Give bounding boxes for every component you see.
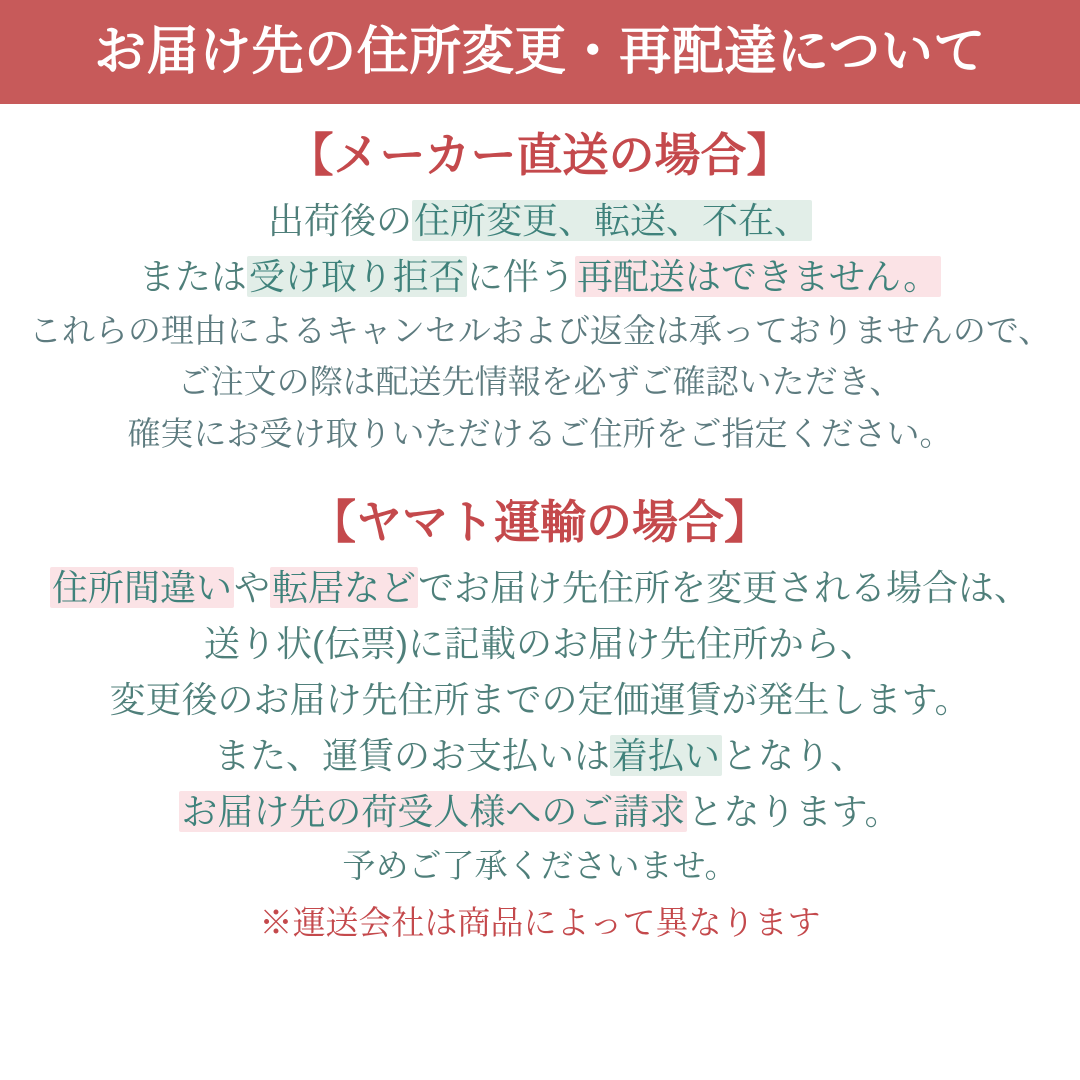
line-text: また、運賃のお支払いは	[213, 735, 610, 777]
line-text: でお届け先住所を変更される場合は、	[418, 567, 1031, 609]
line-highlight: 受け取り拒否	[248, 255, 465, 297]
notice-line: 確実にお受け取りいただけるご住所をご指定ください。	[127, 414, 953, 452]
notice-line	[139, 250, 941, 304]
notice-line	[179, 785, 900, 839]
header-banner	[0, 0, 1080, 104]
line-text: や	[233, 567, 270, 609]
section-heading-yamato: 【ヤマト運輸の場合】	[310, 496, 770, 549]
notice-line	[214, 729, 866, 783]
line-highlight: 着払い	[611, 735, 720, 777]
line-text: となり、	[722, 735, 867, 777]
line-highlight: 住所間違い	[51, 567, 232, 609]
notice-line: 変更後のお届け先住所までの定価運賃が発生します。	[109, 679, 971, 721]
page-title: お届け先の住所変更・再配達について	[94, 23, 986, 81]
line-highlight: 再配送はできません。	[576, 255, 940, 297]
notice-line: 予めご了承くださいませ。	[342, 847, 738, 885]
notice-line	[268, 194, 812, 248]
carrier-note: ※運送会社は商品によって異なります	[259, 903, 821, 941]
line-text: 出荷後の	[267, 199, 412, 241]
line-highlight: 住所変更、転送、不在、	[414, 199, 811, 241]
line-text: に伴う	[466, 255, 575, 297]
section-heading-maker-direct: 【メーカー直送の場合】	[287, 129, 793, 181]
line-highlight: 転居など	[272, 567, 417, 609]
notice-body	[0, 104, 1080, 1080]
line-text: または	[138, 255, 247, 297]
line-text: となります。	[687, 791, 901, 833]
line-highlight: お届け先の荷受人様へのご請求	[181, 791, 686, 833]
notice-line: これらの理由によるキャンセルおよび返金は承っておりませんので、	[28, 311, 1052, 349]
notice-line: ご注文の際は配送先情報を必ずご確認いただき、	[177, 363, 903, 401]
notice-line	[50, 561, 1030, 615]
notice-line: 送り状(伝票)に記載のお届け先住所から、	[204, 623, 876, 665]
